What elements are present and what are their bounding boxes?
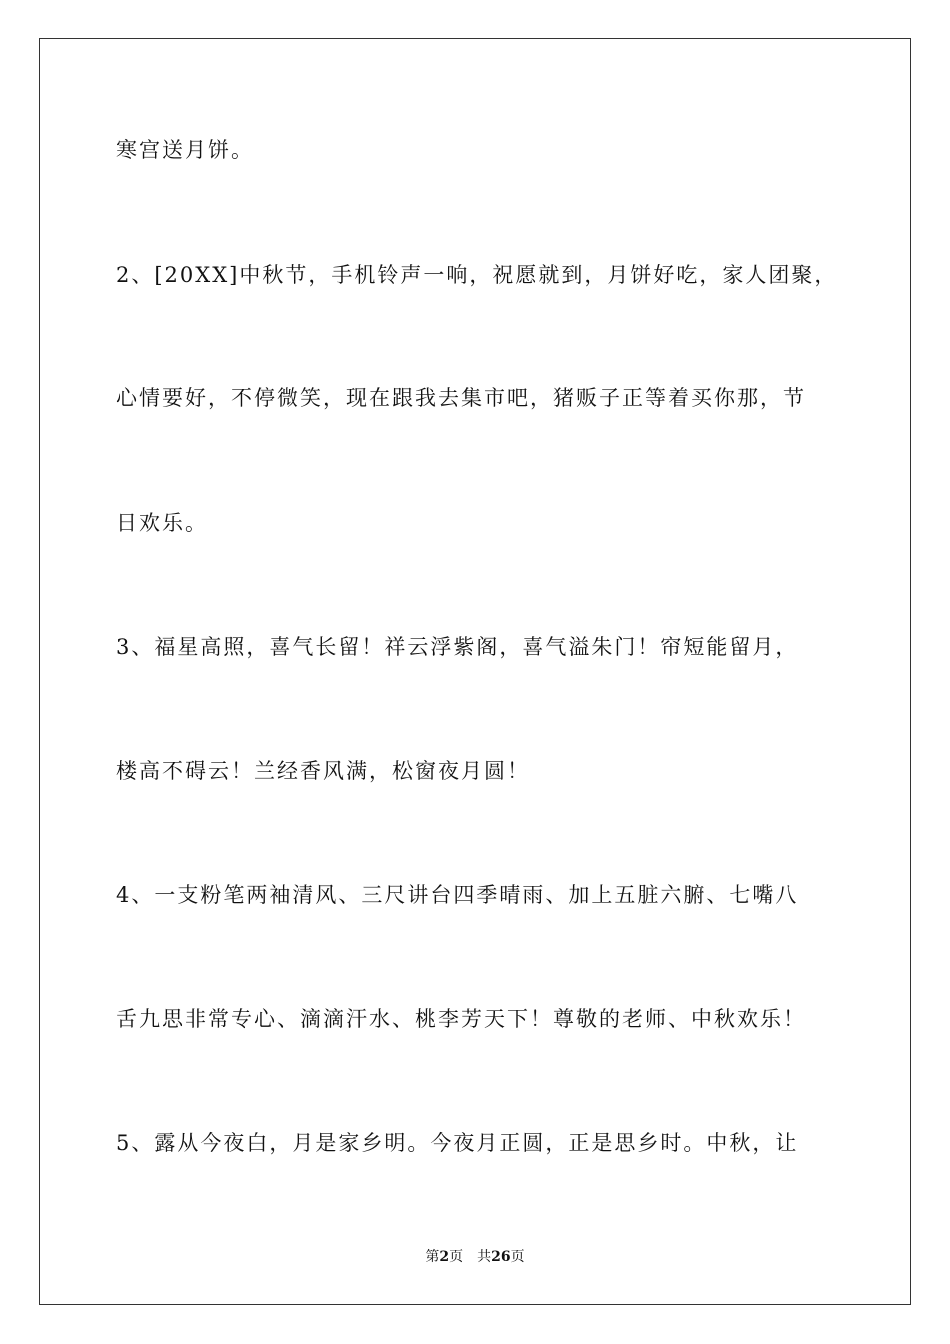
text-line: 2、[20XX]中秋节，手机铃声一响，祝愿就到，月饼好吃，家人团聚， [116,263,838,287]
total-suffix: 页 [510,1249,525,1265]
text-line: 5、露从今夜白，月是家乡明。今夜月正圆，正是思乡时。中秋，让 [116,1131,799,1155]
text-line: 楼高不碍云！兰经香风满，松窗夜月圆！ [116,759,530,783]
total-pages: 26 [491,1249,511,1265]
page-suffix: 页 [449,1249,464,1265]
text-line: 日欢乐。 [116,511,208,535]
text-line: 舌九思非常专心、滴滴汗水、桃李芳天下！尊敬的老师、中秋欢乐！ [116,1007,806,1031]
text-line: 心情要好，不停微笑，现在跟我去集市吧，猪贩子正等着买你那，节 [116,386,806,410]
page-border [39,38,911,1305]
text-line: 4、一支粉笔两袖清风、三尺讲台四季晴雨、加上五脏六腑、七嘴八 [116,883,799,907]
page-footer [0,1247,950,1267]
page-prefix: 第 [425,1249,440,1265]
total-prefix: 共 [477,1249,492,1265]
page-number: 2 [439,1249,450,1265]
text-line: 3、福星高照，喜气长留！祥云浮紫阁，喜气溢朱门！帘短能留月， [116,635,799,659]
text-line: 寒宫送月饼。 [116,138,254,162]
